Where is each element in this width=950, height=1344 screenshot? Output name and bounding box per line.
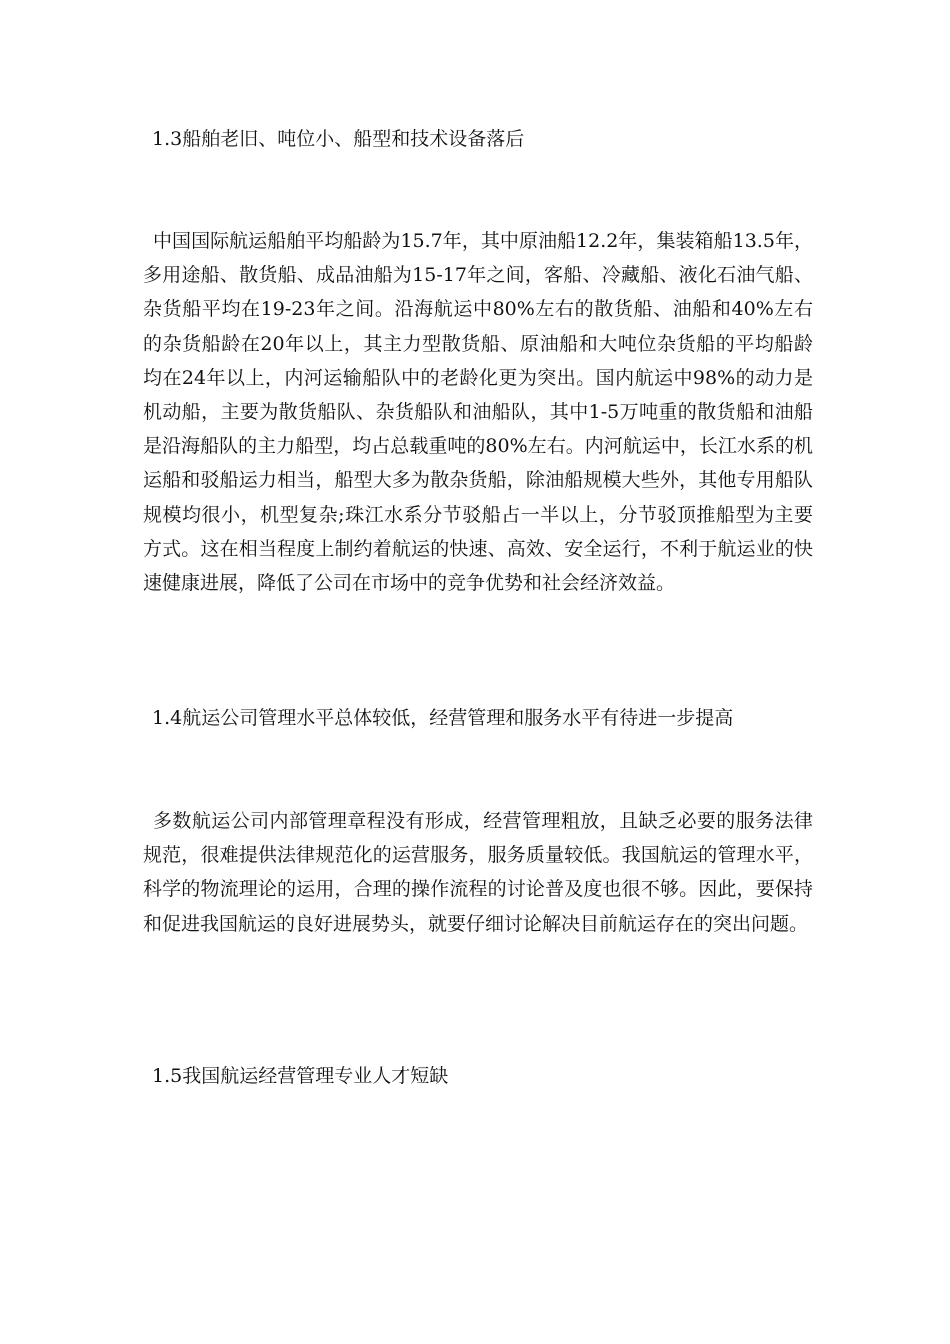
section-heading-1-4: 1.4航运公司管理水平总体较低，经营管理和服务水平有待进一步提高 bbox=[152, 707, 734, 729]
section-heading-1-3: 1.3船舶老旧、吨位小、船型和技术设备落后 bbox=[152, 128, 525, 150]
section-paragraph-1-3: 中国国际航运船舶平均船龄为15.7年，其中原油船12.2年，集装箱船13.5年，多用途船、散货船、成品油船为15-17年之间，客船、冷藏船、液化石油气船、杂货船平均在19-23年之间。沿海航运中80%左右的散货船、油船和40%左右的杂货船龄在20年以上，其主力型散货船、原油船和大吨位杂货船的平均船龄均在24年以上，内河运输船队中的老龄化更为突出。国内航运中98%的动力是机动船，主要为散货船队、杂货船队和油船队，其中1-5万吨重的散货船和油船是沿海船队的主力船型，均占总载重吨的80%左右。内河航运中，长江水系的机运船和驳船运力相当，船型大多为散杂货船，除油船规模大些外，其他专用船队规模均很小，机型复杂;珠江水系分节驳船占一半以上，分节驳顶推船型为主要方式。这在相当程度上制约着航运的快速、高效、安全运行，不利于航运业的快速健康进展，降低了公司在市场中的竞争优势和社会经济效益。 bbox=[143, 230, 813, 595]
section-heading-1-5: 1.5我国航运经营管理专业人才短缺 bbox=[152, 1065, 449, 1087]
section-paragraph-1-4: 多数航运公司内部管理章程没有形成，经营管理粗放，且缺乏必要的服务法律规范，很难提供法律规范化的运营服务，服务质量较低。我国航运的管理水平，科学的物流理论的运用，合理的操作流程的讨论普及度也很不够。因此，要保持和促进我国航运的良好进展势头，就要仔细讨论解决目前航运存在的突出问题。 bbox=[143, 810, 813, 935]
